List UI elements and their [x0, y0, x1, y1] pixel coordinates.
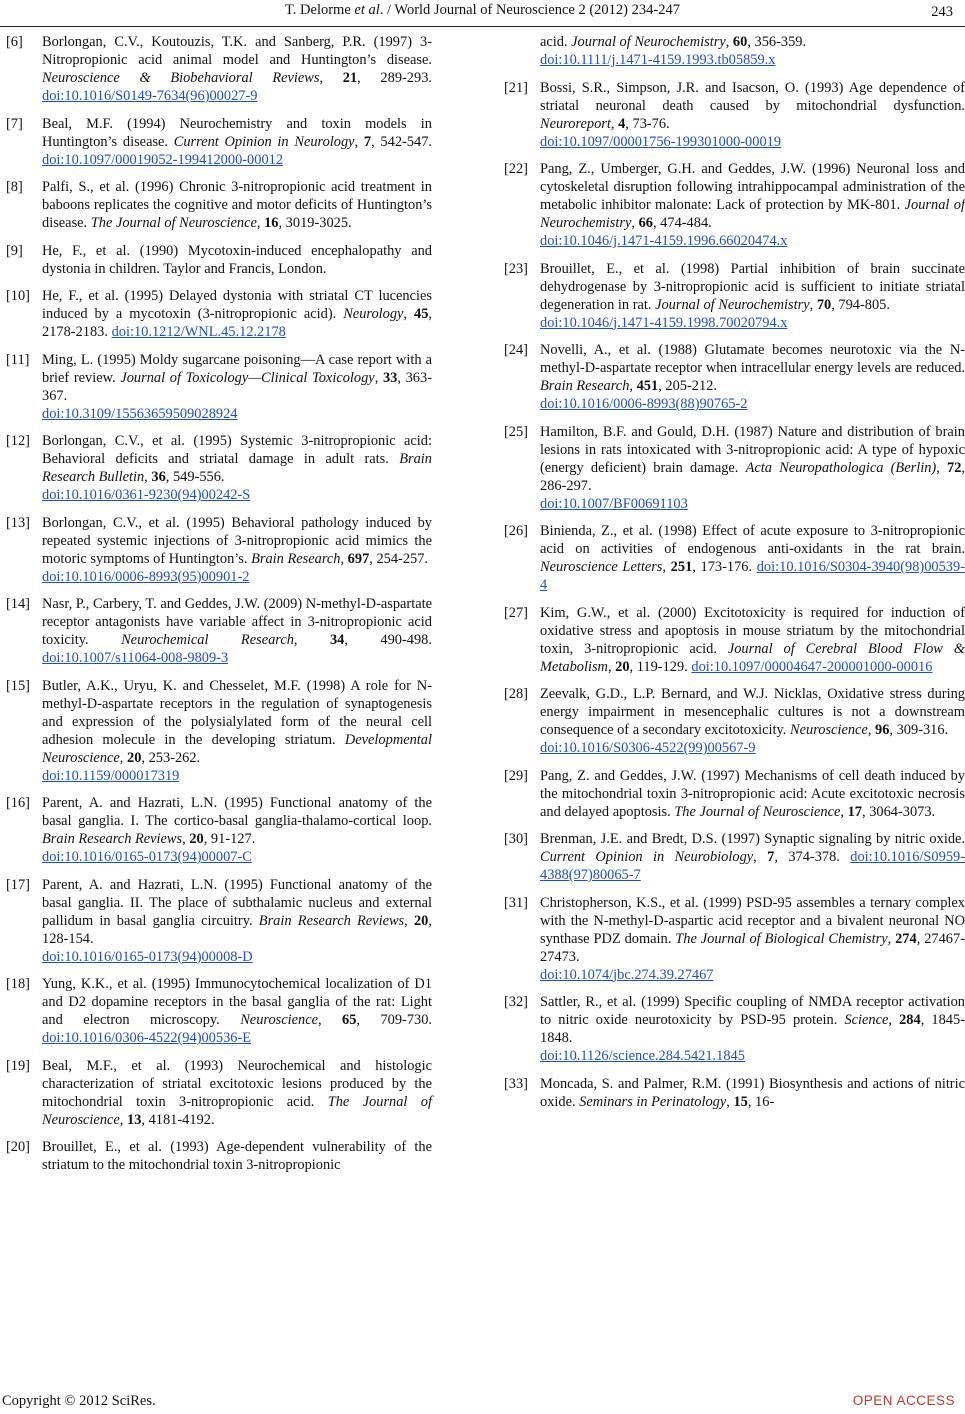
reference-volume: 20 [413, 912, 429, 929]
reference-volume: 65 [342, 1012, 357, 1028]
reference-entry [6, 794, 432, 866]
reference-number: [30] [504, 831, 528, 847]
doi-link[interactable]: doi:10.1016/0006-8993(88)90765-2 [540, 396, 748, 412]
reference-number: [20] [6, 1139, 30, 1155]
reference-pages: , 490-498. [344, 632, 432, 648]
reference-entry [6, 677, 432, 785]
reference-authors-title: Brouillet, E., et al. (1998) Partial inhibition of brain succinate dehydrogenase by 3-nitropropionic acid is sufficient to initiate striatal degeneration in rat. [540, 260, 965, 313]
reference-authors-title: Binienda, Z., et al. (1998) Effect of acute exposure to 3-nitropropionic acid on activities of endogenous anti-oxidants in the rat brain. [540, 523, 965, 557]
reference-pages: , 794-805. [831, 296, 890, 313]
reference-number: [10] [6, 288, 30, 304]
reference-prefix: , [293, 632, 330, 648]
reference-volume: 21 [342, 70, 358, 86]
reference-volume: 60 [732, 34, 748, 50]
reference-journal: Science [844, 1012, 889, 1028]
reference-entry [504, 1075, 965, 1111]
reference-pages: , 289-293. [357, 70, 432, 86]
reference-number: [27] [504, 604, 528, 621]
reference-prefix: , [840, 803, 848, 820]
reference-journal: Developmental Neuroscience [42, 731, 432, 766]
reference-text [42, 351, 432, 423]
reference-prefix: , [319, 70, 343, 86]
reference-prefix: , [809, 296, 817, 313]
reference-journal: Brain Research Bulletin [42, 451, 432, 485]
reference-prefix: , [629, 378, 637, 394]
header-rule [0, 26, 965, 27]
reference-journal: Acta Neuropathologica (Berlin) [745, 459, 937, 476]
reference-pages: , 16- [747, 1093, 775, 1110]
reference-entry [6, 115, 432, 169]
reference-text [540, 33, 965, 69]
reference-volume: 36 [151, 469, 166, 485]
reference-volume: 20 [127, 749, 142, 766]
reference-authors-title: Ming, L. (1995) Moldy sugarcane poisoning—A case report with a brief review. [42, 351, 432, 386]
doi-link[interactable]: doi:10.1097/00019052-199412000-00012 [42, 151, 284, 168]
reference-volume: 33 [382, 369, 398, 386]
reference-entry [504, 767, 965, 821]
reference-number: [23] [504, 260, 528, 277]
reference-entry [504, 341, 965, 413]
reference-prefix: , [607, 658, 616, 675]
reference-prefix: , [119, 749, 127, 766]
reference-pages: , 91-127. [203, 831, 256, 847]
reference-authors-title: Butler, A.K., Uryu, K. and Chesselet, M.F. (1998) A role for N-methyl-D-aspartate receptors in the regulation of synaptogenesis and expression of the polysialylated form of the neural cell adhesion molecule in the developing striatum. [42, 677, 432, 748]
reference-prefix: , [936, 459, 948, 476]
reference-number: [6] [6, 34, 23, 50]
reference-authors-title: Sattler, R., et al. (1999) Specific coupling of NMDA receptor activation to nitric oxide neurotoxicity by PSD-95 protein. [540, 994, 965, 1028]
reference-prefix: , [403, 306, 414, 322]
reference-prefix: , [340, 550, 348, 567]
reference-entry [504, 79, 965, 151]
reference-number: [13] [6, 514, 30, 531]
reference-volume: 16 [264, 215, 279, 231]
doi-link[interactable]: doi:10.1016/S0304-3940(98)00539-4 [540, 559, 965, 593]
reference-authors-title: Christopherson, K.S., et al. (1999) PSD-95 assembles a ternary complex with the N-methyl-D-aspartic acid receptor and a bivalent neuronal NO synthase PDZ domain. [540, 894, 965, 947]
reference-prefix: , [662, 559, 671, 575]
reference-pages: , 374-378. [774, 849, 851, 865]
reference-volume: 17 [847, 803, 862, 820]
reference-pages: , 128-154. [42, 912, 432, 947]
running-title: T. Delorme et al. / World Journal of Neuroscience 2 (2012) 234-247 [285, 2, 680, 18]
reference-pages: , 1845-1848. [540, 1012, 965, 1046]
reference-text [540, 604, 965, 676]
reference-entry [6, 975, 432, 1047]
reference-entry [6, 33, 432, 105]
copyright-notice: Copyright © 2012 SciRes. [2, 1393, 156, 1409]
reference-volume: 45 [414, 306, 429, 322]
reference-journal: Neuroscience Letters [540, 559, 663, 575]
page-number: 243 [931, 4, 953, 20]
reference-number: [7] [6, 115, 23, 132]
reference-entry [6, 432, 432, 504]
reference-text [540, 160, 965, 250]
reference-prefix: , [867, 722, 876, 738]
reference-journal: Neuroscience & Biobehavioral Reviews [42, 70, 320, 86]
doi-link[interactable]: doi:10.1046/j.1471-4159.1996.66020474.x [540, 233, 788, 249]
reference-prefix: , [119, 1111, 127, 1128]
reference-volume: 70 [816, 296, 832, 313]
reference-entry [6, 178, 432, 232]
doi-link[interactable]: doi:10.1016/S0959-4388(97)80065-7 [540, 849, 965, 883]
reference-entry [6, 1138, 432, 1174]
reference-volume: 72 [947, 459, 962, 476]
reference-text [42, 115, 432, 169]
reference-volume: 7 [363, 133, 372, 150]
doi-link[interactable]: doi:10.1097/00004647-200001000-00016 [691, 658, 933, 675]
reference-authors-title: acid. [540, 34, 572, 50]
reference-journal: Brain Research Reviews [258, 912, 405, 929]
reference-pages: , 549-556. [165, 469, 225, 485]
reference-pages: , 205-212. [658, 378, 717, 394]
reference-volume: 66 [638, 215, 653, 231]
reference-authors-title: Kim, G.W., et al. (2000) Excitotoxicity is required for induction of oxidative stress and apoptosis in mouse striatum by the mitochondrial toxin, 3-nitropropionic acid. [540, 604, 965, 657]
reference-entry [504, 33, 965, 69]
reference-volume: 20 [189, 831, 204, 847]
reference-volume: 7 [767, 849, 775, 865]
reference-authors-title: Brenman, J.E. and Bredt, D.S. (1997) Synaptic signaling by nitric oxide. [540, 831, 965, 847]
open-access-label: OPEN ACCESS [852, 1393, 955, 1408]
doi-link[interactable]: doi:10.1111/j.1471-4159.1993.tb05859.x [540, 52, 776, 68]
reference-text [42, 1138, 432, 1174]
reference-text [540, 260, 965, 332]
page-footer [0, 1393, 965, 1413]
reference-journal: Journal of Cerebral Blood Flow & Metabolism [540, 640, 965, 675]
reference-number: [15] [6, 677, 30, 694]
reference-volume: 451 [636, 378, 659, 394]
reference-prefix: , [374, 369, 383, 386]
reference-pages: , 3019-3025. [278, 215, 352, 231]
reference-entry [6, 351, 432, 423]
running-header [0, 2, 965, 24]
reference-authors-title: Borlongan, C.V., et al. (1995) Systemic 3-nitropropionic acid: Behavioral deficits and striatal damage in adult rats. [42, 433, 432, 467]
reference-journal: The Journal of Biological Chemistry [675, 930, 888, 947]
reference-volume: 274 [895, 930, 917, 947]
reference-pages: , 542-547. [371, 133, 432, 150]
reference-number: [11] [6, 351, 30, 368]
doi-link[interactable]: doi:10.1016/S0149-7634(96)00027-9 [42, 88, 258, 104]
reference-text [540, 423, 965, 513]
reference-journal: Neuroscience [240, 1012, 318, 1028]
reference-authors-title: Borlongan, C.V., et al. (1995) Behavioral pathology induced by repeated systemic injections of 3-nitropropionic acid mimics the motoric symptoms of Huntington’s. [42, 514, 432, 567]
reference-entry [6, 242, 432, 278]
reference-entry [504, 830, 965, 884]
reference-text [42, 595, 432, 667]
reference-prefix: , [256, 215, 265, 231]
reference-pages: , 309-316. [889, 722, 949, 738]
reference-text [42, 975, 432, 1047]
reference-prefix: , [318, 1012, 343, 1028]
reference-prefix: , [182, 831, 190, 847]
doi-link[interactable]: doi:10.1016/S0306-4522(99)00567-9 [540, 740, 756, 756]
reference-authors-title: Novelli, A., et al. (1988) Glutamate becomes neurotoxic via the N-methyl-D-aspartate receptor when intracellular energy levels are reduced. [540, 342, 965, 376]
doi-link[interactable]: doi:10.1016/0165-0173(94)00007-C [42, 849, 252, 865]
reference-number: [31] [504, 894, 528, 911]
reference-journal: Current Opinion in Neurology [173, 133, 355, 150]
reference-text [540, 993, 965, 1065]
reference-pages: , 73-76. [625, 115, 670, 132]
reference-entry [6, 1057, 432, 1129]
reference-volume: 284 [899, 1012, 921, 1028]
reference-authors-title: Nasr, P., Carbery, T. and Geddes, J.W. (2009) N-methyl-D-aspartate receptor antagonists have variable affect in 3-nitropropionic acid toxicity. [42, 596, 432, 648]
reference-journal: Brain Research [251, 550, 341, 567]
reference-authors-title: Brouillet, E., et al. (1993) Age-dependent vulnerability of the striatum to the mitochondrial toxin 3-nitropropionic [42, 1139, 432, 1173]
reference-authors-title: Yung, K.K., et al. (1995) Immunocytochemical localization of D1 and D2 dopamine receptors in the basal ganglia of the rat: Light and electron microscopy. [42, 976, 432, 1028]
reference-entry [504, 423, 965, 513]
reference-entry [6, 514, 432, 586]
doi-link[interactable]: doi:10.1126/science.284.5421.1845 [540, 1048, 745, 1064]
reference-number: [33] [504, 1075, 528, 1092]
reference-entry [504, 894, 965, 984]
reference-text [42, 242, 432, 278]
reference-text [42, 794, 432, 866]
reference-pages: , 286-297. [540, 459, 965, 494]
reference-pages: , 253-262. [141, 749, 201, 766]
reference-text [42, 432, 432, 504]
reference-prefix: , [404, 912, 414, 929]
reference-number: [26] [504, 523, 528, 539]
reference-pages: , 173-176. [692, 559, 757, 575]
reference-pages: , 474-484. [652, 215, 712, 231]
reference-authors-title: Hamilton, B.F. and Gould, D.H. (1987) Nature and distribution of brain lesions in rats intoxicated with 3-nitropropionic acid: A type of hypoxic (energy deficient) brain damage. [540, 423, 965, 476]
doi-link[interactable]: doi:10.1016/0165-0173(94)00008-D [42, 948, 253, 965]
reference-number: [25] [504, 423, 528, 440]
reference-authors-title: Moncada, S. and Palmer, R.M. (1991) Biosynthesis and actions of nitric oxide. [540, 1075, 965, 1110]
reference-text [42, 33, 432, 105]
doi-link[interactable]: doi:10.1212/WNL.45.12.2178 [111, 324, 286, 340]
reference-prefix: , [887, 930, 896, 947]
reference-text [540, 341, 965, 413]
reference-volume: 20 [615, 658, 630, 675]
reference-journal: Journal of Toxicology—Clinical Toxicology [120, 369, 375, 386]
reference-number [504, 33, 540, 69]
reference-text [42, 1057, 432, 1129]
reference-volume: 4 [618, 115, 626, 132]
reference-journal: Journal of Neurochemistry [571, 34, 726, 50]
reference-text [42, 677, 432, 785]
reference-number: [29] [504, 767, 528, 784]
doi-link[interactable]: doi:10.1046/j.1471-4159.1998.70020794.x [540, 314, 788, 331]
reference-number: [19] [6, 1057, 30, 1074]
reference-prefix: , [144, 469, 152, 485]
reference-authors-title: Borlongan, C.V., Koutouzis, T.K. and Sanberg, P.R. (1997) 3-Nitropropionic acid animal model and Huntington’s disease. [42, 34, 432, 68]
reference-text [42, 876, 432, 966]
reference-journal: Neurochemical Research [121, 632, 294, 648]
doi-link[interactable]: doi:10.1016/0006-8993(95)00901-2 [42, 568, 250, 585]
reference-volume: 96 [875, 722, 890, 738]
reference-authors-title: Pang, Z. and Geddes, J.W. (1997) Mechanisms of cell death induced by the mitochondrial toxin 3-nitropropionic acid: Acute excitotoxic necrosis and delayed apoptosis. [540, 767, 965, 820]
reference-authors-title: He, F., et al. (1995) Delayed dystonia with striatal CT lucencies induced by a mycotoxin (3-nitropropionic acid). [42, 288, 432, 322]
reference-number: [17] [6, 876, 30, 893]
reference-entry [504, 160, 965, 250]
reference-number: [21] [504, 79, 528, 96]
doi-link[interactable]: doi:10.3109/15563659509028924 [42, 405, 238, 422]
reference-volume: 13 [127, 1111, 142, 1128]
reference-prefix: , [726, 1093, 734, 1110]
reference-prefix: , [610, 115, 619, 132]
reference-entry [6, 876, 432, 966]
reference-prefix: , [725, 34, 733, 50]
doi-link[interactable]: doi:10.1159/000017319 [42, 767, 180, 784]
reference-number: [24] [504, 342, 528, 358]
reference-number: [9] [6, 242, 23, 259]
reference-text [540, 830, 965, 884]
reference-authors-title: Pang, Z., Umberger, G.H. and Geddes, J.W. (1996) Neuronal loss and cytoskeletal disruption following intrahippocampal administration of the metabolic inhibitor malonate: Lack of protection by MK-801. [540, 161, 965, 213]
reference-number: [16] [6, 795, 30, 811]
reference-journal: The Journal of Neuroscience [674, 803, 841, 820]
reference-text [540, 522, 965, 594]
reference-pages: , 27467-27473. [540, 930, 965, 965]
reference-entry [504, 522, 965, 594]
reference-number: [14] [6, 596, 30, 612]
reference-text [540, 685, 965, 757]
reference-pages: , 2178-2183. [42, 306, 432, 340]
reference-prefix: , [888, 1012, 900, 1028]
reference-text [42, 287, 432, 341]
reference-number: [12] [6, 433, 30, 449]
reference-authors-title: He, F., et al. (1990) Mycotoxin-induced encephalopathy and dystonia in children. Taylor and Francis, London. [42, 242, 432, 277]
reference-prefix: , [631, 215, 639, 231]
reference-journal: Seminars in Perinatology [579, 1093, 727, 1110]
doi-link[interactable]: doi:10.1016/0361-9230(94)00242-S [42, 487, 251, 503]
reference-journal: Journal of Neurochemistry [655, 296, 810, 313]
reference-authors-title: Beal, M.F. (1994) Neurochemistry and toxin models in Huntington’s disease. [42, 115, 432, 150]
reference-volume: 34 [329, 632, 345, 648]
reference-pages: , 3064-3073. [862, 803, 936, 820]
reference-journal: Brain Research [540, 378, 630, 394]
reference-authors-title: Palfi, S., et al. (1996) Chronic 3-nitropropionic acid treatment in baboons replicates the cognitive and motor deficits of Huntington’s disease. [42, 179, 432, 231]
reference-text [540, 79, 965, 151]
reference-journal: Current Opinion in Neurobiology [540, 849, 754, 865]
reference-text [540, 1075, 965, 1111]
doi-link[interactable]: doi:10.1007/BF00691103 [540, 495, 688, 512]
reference-authors-title: Bossi, S.R., Simpson, J.R. and Isacson, O. (1993) Age dependence of striatal neuronal death caused by mitochondrial dysfunction. [540, 79, 965, 114]
reference-volume: 251 [670, 559, 693, 575]
reference-entry [6, 595, 432, 667]
reference-journal: Neuroreport [540, 115, 611, 132]
doi-link[interactable]: doi:10.1074/jbc.274.39.27467 [540, 966, 714, 983]
references-right-column [504, 33, 965, 1120]
reference-authors-title: Beal, M.F., et al. (1993) Neurochemical and histologic characterization of striatal excitotoxic lesions produced by the mitochondrial toxin 3-nitropropionic acid. [42, 1057, 432, 1110]
reference-authors-title: Parent, A. and Hazrati, L.N. (1995) Functional anatomy of the basal ganglia. II. The place of subthalamic nucleus and external pallidum in basal ganglia circuitry. [42, 876, 432, 929]
doi-link[interactable]: doi:10.1016/0306-4522(94)00536-E [42, 1030, 252, 1046]
reference-pages: , 356-359. [747, 34, 807, 50]
reference-pages: , 254-257. [369, 550, 429, 567]
reference-number: [22] [504, 161, 528, 177]
reference-volume: 697 [347, 550, 370, 567]
reference-number: [32] [504, 994, 528, 1010]
reference-journal: The Journal of Neuroscience [42, 1093, 432, 1128]
reference-journal: Brain Research Reviews [42, 831, 183, 847]
reference-journal: Neurology [343, 306, 404, 322]
reference-entry [504, 993, 965, 1065]
reference-text [42, 514, 432, 586]
reference-authors-title: Parent, A. and Hazrati, L.N. (1995) Functional anatomy of the basal ganglia. I. The cortico-basal ganglia-thalamo-cortical loop. [42, 795, 432, 829]
reference-number: [18] [6, 976, 30, 992]
reference-text [540, 767, 965, 821]
reference-prefix: , [354, 133, 364, 150]
doi-link[interactable]: doi:10.1007/s11064-008-9809-3 [42, 650, 229, 666]
reference-journal: The Journal of Neuroscience [90, 215, 257, 231]
reference-journal: Neuroscience [790, 722, 868, 738]
reference-authors-title: Zeevalk, G.D., L.P. Bernard, and W.J. Nicklas, Oxidative stress during energy impairment in mesencephalic cultures is not a downstream consequence of a secondary excitotoxicity. [540, 686, 965, 738]
doi-link[interactable]: doi:10.1097/00001756-199301000-00019 [540, 133, 782, 150]
reference-entry [504, 604, 965, 676]
reference-entry [504, 685, 965, 757]
reference-entry [6, 287, 432, 341]
reference-number: [28] [504, 686, 528, 702]
references-left-column [6, 33, 432, 1184]
reference-journal: Journal of Neurochemistry [540, 197, 965, 231]
reference-entry [504, 260, 965, 332]
reference-pages: , 363-367. [42, 369, 432, 404]
reference-pages: , 119-129. [629, 658, 692, 675]
reference-prefix: , [753, 849, 768, 865]
reference-number: [8] [6, 179, 23, 195]
reference-text [540, 894, 965, 984]
reference-pages: , 709-730. [356, 1012, 433, 1028]
reference-volume: 15 [733, 1093, 748, 1110]
reference-text [42, 178, 432, 232]
reference-pages: , 4181-4192. [141, 1111, 215, 1128]
